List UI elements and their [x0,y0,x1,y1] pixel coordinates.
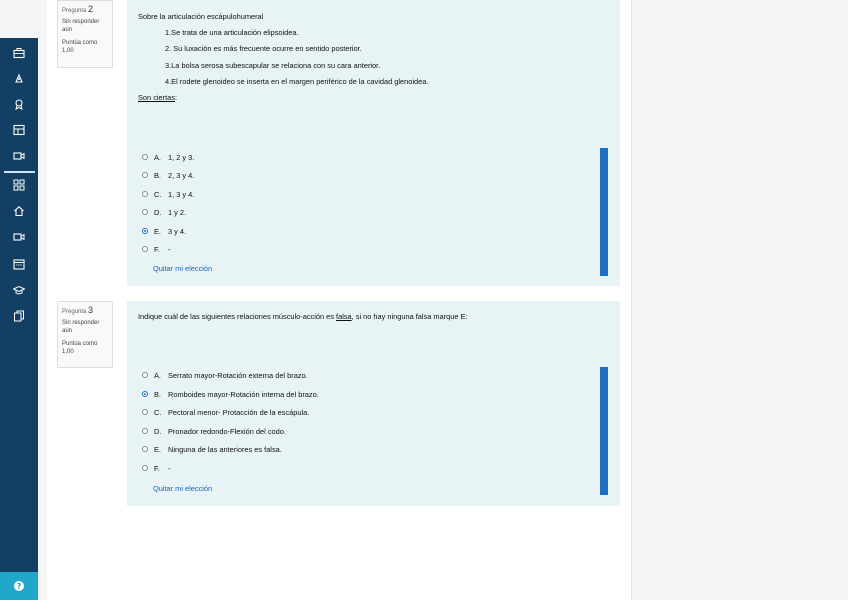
option-text: 3 y 4. [168,226,187,236]
option-e[interactable] [142,443,282,455]
scrollbar[interactable] [600,148,608,276]
option-text: 1 y 2. [168,207,187,217]
option-a[interactable] [142,151,194,163]
radio-button[interactable] [142,428,148,434]
question-text [138,312,468,321]
option-text: 1, 2 y 3. [168,152,195,162]
option-f[interactable] [142,243,170,255]
option-letter: D. [154,207,162,217]
option-letter: E. [154,226,161,236]
question-number: 3 [88,305,94,315]
option-b[interactable] [142,169,194,181]
question-word: Pregunta [62,309,87,315]
svg-text:?: ? [16,582,22,591]
graduation-cap-icon[interactable] [0,277,38,303]
option-letter: B. [154,389,161,399]
question-text-start: Indique cuál de las siguientes relaciones músculo-acción es [138,312,337,321]
apps-grid-icon[interactable] [0,172,38,198]
scrollbar[interactable] [600,367,608,495]
son-ciertas-colon: : [174,93,178,102]
question-text-end: , si no hay ninguna falsa marque E: [351,312,468,321]
award-icon[interactable] [0,91,38,117]
rocket-icon[interactable] [0,66,38,92]
option-letter: D. [154,426,162,436]
statement-4: 4.El rodete glenoideo se inserta en el margen periférico de la cavidad glenoidea. [165,77,429,86]
option-letter: C. [154,189,162,199]
radio-button[interactable] [142,246,148,252]
option-text: Pectoral menor- Protacción de la escápula. [168,407,310,417]
calendar-grid-icon[interactable] [0,117,38,143]
option-a[interactable] [142,369,308,381]
question-info-3 [57,301,113,368]
clear-choice-link[interactable]: Quitar mi elección [153,264,213,273]
option-letter: B. [154,170,161,180]
radio-button-selected[interactable] [142,391,148,397]
option-c[interactable] [142,188,194,200]
radio-button[interactable] [142,409,148,415]
question-text-emphasis: falsa [336,312,352,321]
option-letter: F. [154,463,160,473]
radio-button-selected[interactable] [142,228,148,234]
son-ciertas-label: Son ciertas [138,93,175,102]
question-3-body [127,301,620,506]
option-text: Ninguna de las anteriores es falsa. [168,444,282,454]
question-number-line [62,5,108,15]
option-letter: E. [154,444,161,454]
option-d[interactable] [142,206,186,218]
copy-book-icon[interactable] [0,303,38,329]
video-call-icon[interactable] [0,224,38,250]
home-icon[interactable] [0,198,38,224]
radio-button[interactable] [142,372,148,378]
radio-button[interactable] [142,446,148,452]
son-ciertas-line [138,93,177,102]
option-e[interactable] [142,225,186,237]
clear-choice-link[interactable]: Quitar mi elección [153,484,213,493]
radio-button[interactable] [142,209,148,215]
question-score: Puntúa como 1,00 [62,341,98,355]
option-text: - [168,244,171,254]
question-score: Puntúa como 1,00 [62,40,98,54]
option-text: 1, 3 y 4. [168,189,195,199]
option-letter: F. [154,244,160,254]
question-word: Pregunta [62,8,87,14]
option-b[interactable] [142,388,319,400]
option-text: Serrato mayor-Rotación externa del brazo. [168,370,308,380]
help-icon[interactable] [0,572,38,600]
option-c[interactable] [142,406,309,418]
statement-1: 1.Se trata de una articulación elipsoidea. [165,28,299,37]
option-text: 2, 3 y 4. [168,170,195,180]
radio-button[interactable] [142,191,148,197]
option-text: Pronador redondo-Flexión del codo. [168,426,286,436]
question-status: Sin responder aún [62,19,100,33]
question-number: 2 [88,4,94,14]
option-f[interactable] [142,462,170,474]
question-2-body [127,0,620,286]
briefcase-icon[interactable] [0,40,38,66]
statement-3: 3.La bolsa serosa subescapular se relaciona con su cara anterior. [165,61,381,70]
option-text: - [168,463,171,473]
left-nav-rail [0,38,38,600]
main-content [47,0,632,600]
video-icon[interactable] [0,143,38,169]
statement-2: 2. Su luxación es más frecuente ocurre en sentido posterior. [165,44,362,53]
option-letter: A. [154,370,161,380]
option-d[interactable] [142,425,286,437]
radio-button[interactable] [142,172,148,178]
question-number-line [62,306,108,316]
question-info-2 [57,0,113,68]
calendar-icon[interactable] [0,251,38,277]
option-letter: C. [154,407,162,417]
radio-button[interactable] [142,465,148,471]
question-status: Sin responder aún [62,320,100,334]
option-text: Romboides mayor-Rotación interna del brazo. [168,389,319,399]
radio-button[interactable] [142,154,148,160]
option-letter: A. [154,152,161,162]
question-text: Sobre la articulación escápulohumeral [138,12,264,21]
